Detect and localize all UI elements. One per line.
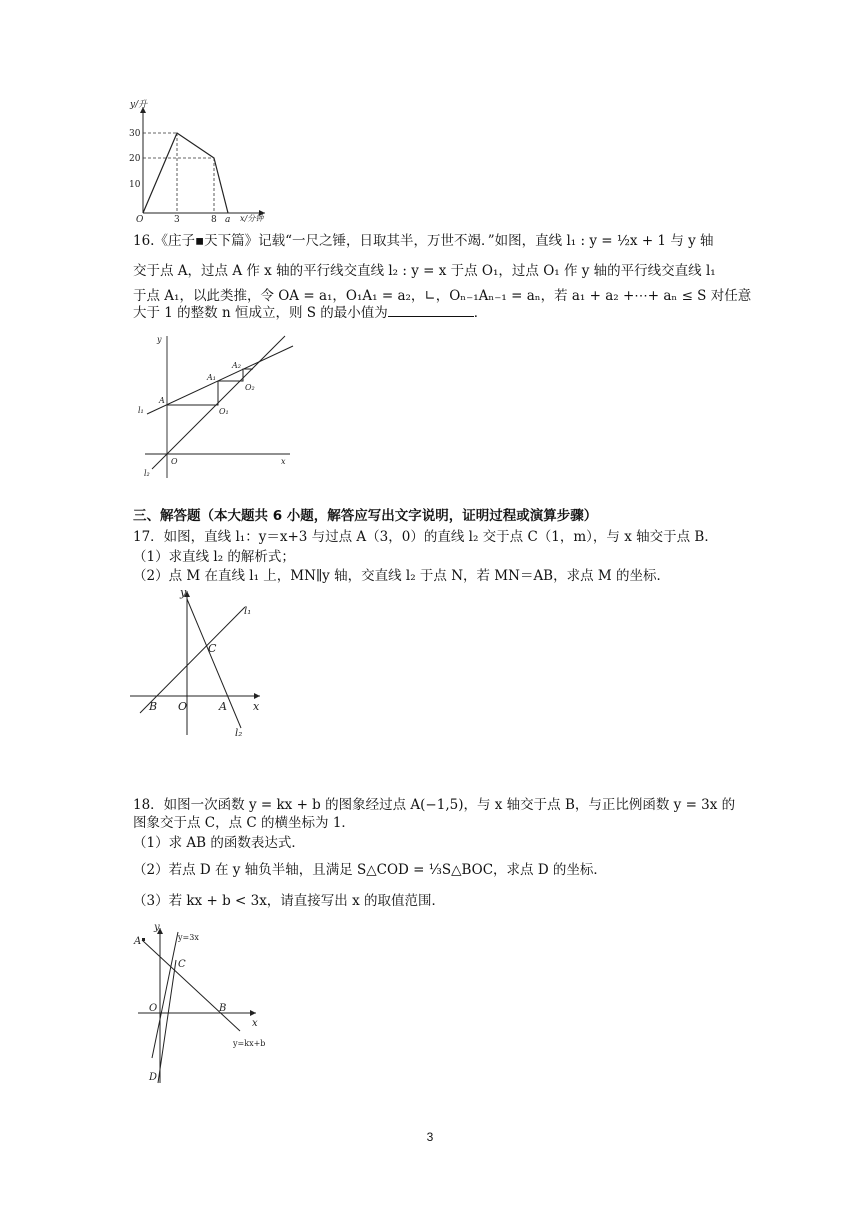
fig18-O: O [149,1003,158,1014]
fig16-y: y [157,335,162,344]
fig18-A: A [134,936,142,947]
fig16-x: x [281,457,286,466]
fig16-l1: l₁ [138,406,144,415]
fig16-A: A [159,396,165,405]
fig18-B: B [219,1003,227,1014]
section-heading: 三、解答题（本大题共 6 小题，解答应写出文字说明，证明过程或演算步骤） [133,508,598,524]
answer-blank [388,304,474,317]
q18-line3: （1）求 AB 的函数表达式． [133,835,305,851]
fig17-diagram [128,585,273,740]
fig18-ykxb: y=kx+b [233,1039,266,1048]
fig17-y: y [180,586,187,599]
q16-line4-text: 大于 1 的整数 n 恒成立，则 S 的最小值为 [133,305,388,321]
fig16-O1: O₁ [219,407,229,416]
fig15-tick-a: a [225,215,231,225]
fig17-l2: l₂ [235,728,243,739]
q17-line3: （2）点 M 在直线 l₁ 上，MN∥y 轴，交直线 l₂ 于点 N，若 MN＝AB，求点 M 的坐标． [133,568,671,584]
q17-line2: （1）求直线 l₂ 的解析式； [133,549,295,565]
fig17-C: C [208,642,217,655]
q16-line2: 交于点 A，过点 A 作 x 轴的平行线交直线 l₂ : y = x 于点 O₁，过点 O₁ 作 y 轴的平行线交直线 l₁ [133,263,716,279]
fig15-x-label: x/分钟 [240,214,264,223]
fig15-tick-20: 20 [129,154,141,164]
fig15-tick-10: 10 [129,180,141,190]
fig15-tick-3: 3 [174,215,180,225]
q16-line1: 16.《庄子▪天下篇》记载“一尺之锤，日取其半，万世不竭．”如图，直线 l₁ : y = ½x + 1 与 y 轴 [133,233,714,249]
q16-line3: 于点 A₁，以此类推，令 OA = a₁，O₁A₁ = a₂，∟，Oₙ₋₁Aₙ₋₁ = aₙ，若 a₁ + a₂ +⋯+ aₙ ≤ S 对任意 [133,288,752,304]
fig16-diagram [135,328,295,483]
fig17-x: x [253,700,260,713]
q17-line1: 17．如图，直线 l₁：y＝x+3 与过点 A（3，0）的直线 l₂ 交于点 C（1，m），与 x 轴交于点 B． [133,529,718,545]
fig17-B: B [149,700,158,713]
fig17-A: A [219,700,227,713]
fig18-y: y [154,922,160,933]
q18-line4: （2）若点 D 在 y 轴负半轴，且满足 S△COD = ⅓S△BOC，求点 D 的坐标． [133,862,607,878]
fig16-A2: A₂ [232,361,241,370]
fig18-y3x: y=3x [178,933,199,942]
fig17-O: O [178,700,188,713]
fig15-graph [125,95,275,225]
fig18-C: C [178,959,186,970]
fig16-O: O [171,457,178,466]
q16-line4-end: ． [473,305,488,321]
fig16-l2: l₂ [144,469,150,478]
fig16-A1: A₁ [207,373,216,382]
q16-line4 [133,304,487,322]
fig18-D: D [149,1072,158,1083]
fig15-tick-30: 30 [129,129,141,139]
fig15-origin: O [136,215,144,225]
fig16-O2: O₂ [245,383,255,392]
fig17-l1: l₁ [244,606,252,617]
page-number: 3 [426,1130,434,1144]
fig15-y-label: y/升 [130,100,148,110]
q18-line1: 18．如图一次函数 y = kx + b 的图象经过点 A(−1,5)，与 x 轴交于点 B，与正比例函数 y = 3x 的 [133,797,736,813]
fig15-tick-8: 8 [211,215,217,225]
q18-line2: 图象交于点 C，点 C 的横坐标为 1． [133,815,355,831]
fig18-diagram [130,918,285,1088]
q18-line5: （3）若 kx + b < 3x，请直接写出 x 的取值范围． [133,893,446,909]
fig18-x: x [252,1018,258,1029]
